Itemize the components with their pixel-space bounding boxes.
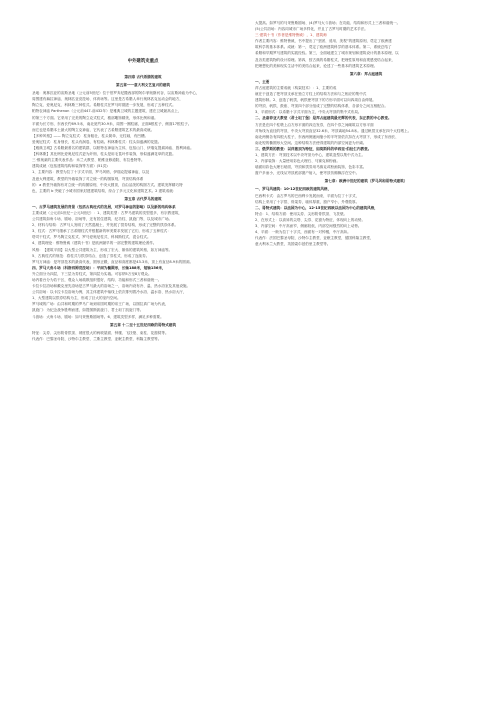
text-line: 2、材料与结构：古罗马人发明了天然混凝土，并发展了拱券结构，形成了完整的拱券体系。 (32, 223, 179, 228)
text-line: 【雅典卫城】古希腊最著名的建筑群，以帕特农神庙为主体，包括山门、伊瑞克提翁神庙、胜利神庙。 (32, 146, 194, 151)
text-line: 第六章：拜占庭建筑 (349, 71, 383, 76)
text-line: 意大利米兰大教堂，英国索尔兹伯里主教堂等。 (255, 242, 331, 247)
text-line: 大提高。如罗马的马采鲁斯剧场、(4)罗马大斗兽场；在功能、结构和形式上三者和谐统一。 (255, 21, 401, 25)
text-line: 代表作：巴黎圣母院、沙特尔主教堂、兰斯主教堂、亚眠主教堂、科隆主教堂等。 (32, 336, 162, 341)
text-line: 圣地：奥林匹亚的宙斯圣地（公元前5世纪）位于伯罗奔尼撒西部的阿尔菲奥斯河谷，以宙斯神庙为中心， (32, 91, 200, 96)
text-line: 而它也是希腊本土最大的陶立克神庙，它代表了古希腊建筑艺术的最高成就。 (32, 127, 155, 132)
text-line: 墙面用彩色大理石贴面，穹顶和拱券用马赛克或粉画装饰，色彩丰富。 (255, 165, 367, 170)
text-line: 窗户多而小，光线从穹顶底部窗户射入，使穹顶仿佛飘浮在空中。 (255, 171, 360, 176)
text-line: 建筑成就（包括建筑结构和装饰等方面）(51页) (32, 164, 108, 169)
text-line: 公共建筑如角斗场、剧场、浴场等，还有居住建筑、纪功柱、凯旋门等，以及城市广场。 (32, 217, 173, 222)
text-line: 风格：【建筑平面】以大型公共建筑为主，形成了宏大、雄伟的建筑风格，如万神庙等。 (32, 247, 173, 252)
text-line: 色，主要的 b 突破了小城市国家封建建筑结构，综合了多元文化和建筑艺术。2 建筑成就： (32, 188, 177, 193)
text-line: 三·维奥莱的主要代表作品：米兰大教堂、帕维亚修道院、布拉曼特等。 (32, 158, 145, 163)
text-line: 4、建筑理论：维特鲁威《建筑十书》是欧洲最早的一部完整的建筑理论著作。 (32, 241, 157, 246)
text-line: 二、圣索菲亚大教堂（君士坦丁堡）是拜占庭建筑最光辉的代表，东正教的中心教堂。 (255, 116, 392, 121)
document-title: 中外建筑史重点 (127, 59, 159, 64)
text-line: 的：a 教堂外墙饰有对立统一的构图原则，中央大圆顶，自由活泼的构图方式。建筑发挥精巧特 (32, 182, 183, 187)
text-line: 3、内部空间：中厅高而窄，侧廊较低，内部空间强烈的向上动势。 (255, 224, 362, 228)
text-line: 爱奥尼柱式：柱身细长，柱头有涡卷，有柱础。科林斯柱式：柱头如盛满的花篮。 (32, 139, 162, 144)
text-line: 及意大利建筑，教堂的外墙装饰了对立统一的构图原则，穹顶结构体系 (32, 176, 144, 181)
text-line: 代表作：法国巴黎圣母院、沙特尔主教堂、亚眠主教堂，德国科隆主教堂， (255, 236, 374, 241)
text-line: 方法是在四个柱墩上沿方形平面的四边发券，在四个券之间砌筑以方形平面 (255, 122, 374, 127)
text-line: 南北两侧各有四根大柱子，东西两侧逐间缩小的半穹顶依次扣在大穹顶下，形成了东西长、 (255, 134, 399, 139)
text-line: 三·建筑十书（作者是维特鲁威），1、建筑师 (255, 33, 327, 38)
text-line: 主要成就（公元前1世纪~公元3世纪）：1、建筑类型：古罗马建筑的类型很多，有宗教建筑， (32, 210, 183, 215)
text-line: 南北短的椭圆形大空间。这种结构方法使得建筑的内部空间更为开阔。 (255, 140, 367, 145)
right-text-block (255, 20, 477, 247)
text-line: 第五章一一意大利文艺复兴的建筑 (116, 83, 170, 88)
text-line: 第七章：欧洲中世纪的建筑（罗马风和哥特式建筑） (324, 179, 408, 184)
text-line: 1、主要内容：教堂为拉丁十字式平面，罗马风格，伊瑞克提翁神庙，以及 (32, 170, 150, 175)
text-line: 作者主要内容：维特鲁威，书中提出了“坚固、适用、美观”的建筑原则，奠定了欧洲建 (255, 39, 392, 44)
text-line: 一、主要 (255, 79, 270, 84)
text-line: 场内看台分为若干区，观众入场疏散组织很好，结构、功能和形式三者和谐统一。 (32, 278, 162, 282)
text-line: 外立面分为四层，下三层为券柱式，第四层为实墙。可容纳5万至8万观众。 (32, 271, 152, 276)
text-line: 巴西利卡式：由古罗马的巴西利卡发展而来，平面为拉丁十字式， (255, 193, 360, 198)
text-line: 第五章 十二至十五世纪西欧的哥特式建筑 (110, 322, 176, 327)
right-column (255, 20, 477, 247)
text-line: 周围建有赫拉神庙、奥林匹亚竞技场、体育场等。这里是古希腊人举行奥林匹克运动会的地方， (32, 97, 183, 102)
text-line: 希腊和早期罗马建筑的实践经验。第三，全面地建立了城市规划和建筑设计的基本原理，以 (255, 51, 399, 56)
text-line: 塔司干柱式、罗马陶立克柱式、罗马爱奥尼柱式、科林斯柱式、混合柱式。 (32, 235, 151, 240)
text-line: 卡拉卡拉浴场和戴克里先浴场是古罗马最大的浴场之一，浴场内设有冷、温、热水浴室及其他设施。 (32, 284, 191, 289)
text-line: 拜占庭建筑的主要成就（构架技术）：1、主要的成 (255, 85, 337, 90)
text-line: 第五章 古代罗马的建筑 (124, 196, 162, 201)
text-line: 特点：1、结构方面：使用尖券、尖形肋骨拱顶、飞扶壁。 (255, 211, 348, 216)
text-line: 一、罗马风建筑：10-12世纪西欧的建筑风格， (255, 187, 332, 192)
text-line: 三、俄罗斯的教堂：以洋葱顶为特征，如莫斯科的华西里·伯拉仁内教堂。 (255, 146, 372, 151)
text-line: 把理想化的美和现实生活中的美结合起来，论述了一些基本的建筑艺术原理。 (255, 63, 378, 68)
text-line: 建筑形制。2、创造了帆拱，帆拱使穹顶下的方形平面可以向四周自由伸展。 (255, 98, 376, 103)
text-line: 的第三个方面。它采用了完美的陶立克式柱式，檐部雕饰精美，形体比例和谐。 (32, 115, 158, 120)
text-line: 一、古罗马建筑发展的背景（包括古典柱式的发展，对罗马神庙的影响）以及新的结构体系 (32, 204, 176, 209)
text-line: 3、平面形式：以希腊十字式平面为主，中央大穹顶的集中式布局。 (255, 110, 362, 115)
text-line: 罗马万神庙：是穹顶技术的最高代表，圆形正殿，直径和高度都是43.3米，顶上有直径8.9米的圆洞。 (32, 259, 194, 264)
text-line: 的穹顶、帆拱、鼓座、穹顶四个部分组成了完整的结构体系，各部分之间互相配合。 (255, 104, 388, 109)
spacer (32, 66, 254, 72)
text-line: 2、内部装饰：大量使用彩色大理石、马赛克和粉画。 (255, 159, 340, 164)
text-line: 四、罗马大角斗场（科洛西姆竞技场）：平面为椭圆形，长轴188米，短轴156米， (32, 265, 166, 270)
text-line: 对角线为直径的穹顶，中央大穹顶直径32.6米，穹顶离地54.8米。通过帆拱支承在四个大柱墩上。 (255, 128, 412, 133)
text-line: 2、在形式上：以高耸的尖塔、尖券、花窗为特征，体现向上的动势。 (255, 217, 366, 222)
text-line: 第四章 古代希腊的建筑 (124, 75, 162, 79)
text-line: 【科林斯】其比例比爱奥尼柱式更为纤细，柱头是用毛茛叶作装饰，形似盛满花草的花篮。 (32, 152, 176, 157)
text-line: 4、平面：一般为拉丁十字式，西面有一对钟楼，中厅高耸。 (255, 230, 351, 235)
text-line: 陶立克、爱奥尼克、科林斯三种柱式。希腊柱式在罗马时期进一步发展，形成了五种柱式。 (32, 103, 176, 108)
text-line: 1、建筑方法：穹顶技术以中央穹顶为中心，建筑造型以集中式为主。 (255, 152, 366, 157)
text-line: 及各类建筑物的设计原理。第四，按古典的希腊柱式，把理性原则和直观感受结合起来， (255, 57, 396, 62)
text-line: 二、哥特式建筑：以法国为中心，12-15世纪西欧以法国为中心的建筑风格， (255, 205, 378, 210)
text-line: 就在于创造了把穹顶支承在独立方柱上的结构方法和与之相应的集中式 (255, 92, 367, 97)
text-line: 斗兽场：大角斗场、剧场：如马采鲁斯剧场等。6、建筑类型多样，满足多种需要。 (32, 314, 164, 319)
text-line: 筑科学的基本体系。成就：第一，奠定了欧洲建筑科学的基本体系。第二，系统总结了 (255, 45, 392, 50)
text-line: 3、柱式：古罗马继承了古希腊柱式并根据新的审美要求发展了它们，形成了五种柱式： (32, 229, 171, 234)
text-line: 5、古典柱式的规范：将柱式与拱券结合，创造了券柱式，形成了连续券。 (32, 253, 150, 258)
text-line: 特征：尖券、尖形肋骨拱顶、坡度很大的两坡屋面、钟楼、飞扶壁、束柱、花窗棂等。 (32, 330, 169, 335)
text-line: 平面为长方形，东西长约69.5米，南北宽约30.9米，周围一圈柱廊，正面8根柱子，侧面17根柱子。 (32, 121, 192, 126)
text-line: 帕特农神庙 Parthenon（公元前447-前432年）是雅典卫城的主题建筑，建在卫城最高点上， (32, 109, 182, 114)
text-line: (5)公共浴场：内容同城市广场多样化，并且了古罗马时期的艺术手法。 (255, 27, 368, 32)
text-line: 公共浴场：以卡拉卡拉浴场为例，其主体建筑中轴线上依次排列着冷水浴、温水浴、热水浴大厅， (32, 290, 187, 295)
left-column (32, 58, 254, 342)
text-line: 罗马城的广场：由共和时期的罗马广场到帝国时期的帝王广场，以图拉真广场为代表， (32, 302, 169, 307)
text-line: 【多种风格】—— 陶立克柱式：柱身粗壮，柱头简单，无柱础，有凹槽。 (32, 133, 149, 138)
text-line: 凯旋门：为纪念战争胜利而建，如提图斯凯旋门、君士坦丁凯旋门等。 (32, 308, 144, 313)
text-line: 结构上采用了十字拱、骨架券，墙体厚重，窗户窄小，外观敦厚。 (255, 199, 360, 204)
text-line: 1、大型建筑以拱券结构为主，形成了巨大的室内空间。 (32, 296, 121, 301)
left-text-block (32, 74, 254, 342)
